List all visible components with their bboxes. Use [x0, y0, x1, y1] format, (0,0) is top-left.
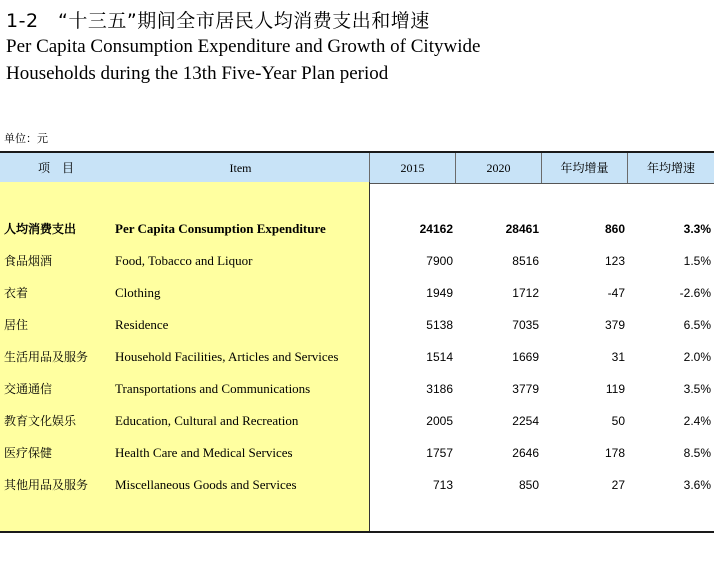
row-label-en: Food, Tobacco and Liquor [115, 253, 253, 268]
table-header [0, 151, 714, 184]
row-label-cn: 人均消费支出 [4, 222, 77, 236]
header-item-en: Item [229, 161, 252, 175]
header-2015: 2015 [400, 161, 425, 175]
cell-2020: 2254 [512, 414, 539, 428]
unit-label: 单位：元 [4, 132, 48, 145]
row-label-en: Per Capita Consumption Expenditure [115, 221, 326, 236]
row-label-cn: 交通通信 [4, 382, 53, 396]
cell-2020: 8516 [512, 254, 539, 268]
cell-avg-growth: 3.6% [683, 478, 711, 492]
table-row [0, 245, 714, 277]
table-bottom-rule [0, 531, 714, 533]
cell-2015: 1514 [426, 350, 453, 364]
cell-avg-increase: 379 [604, 318, 625, 332]
cell-avg-growth: 3.5% [683, 382, 711, 396]
row-label-en: Clothing [115, 285, 161, 300]
cell-2015: 7900 [426, 254, 453, 268]
cell-avg-increase: 50 [611, 414, 625, 428]
cell-2020: 1669 [512, 350, 539, 364]
cell-2015: 1949 [426, 286, 453, 300]
cell-avg-increase: 860 [604, 222, 625, 236]
table-row [0, 405, 714, 437]
table-row-total [0, 213, 714, 245]
cell-2015: 24162 [419, 222, 453, 236]
cell-avg-growth: -2.6% [679, 286, 711, 300]
table-row [0, 309, 714, 341]
cell-2015: 2005 [426, 414, 453, 428]
cell-avg-growth: 1.5% [683, 254, 711, 268]
row-label-en: Health Care and Medical Services [115, 445, 293, 460]
cell-avg-growth: 2.4% [683, 414, 711, 428]
cell-2015: 3186 [426, 382, 453, 396]
cell-avg-increase: 178 [604, 446, 625, 460]
cell-2020: 850 [518, 478, 539, 492]
row-label-en: Household Facilities, Articles and Services [115, 349, 339, 364]
table-row [0, 277, 714, 309]
row-label-cn: 医疗保健 [4, 446, 53, 460]
cell-2020: 7035 [512, 318, 539, 332]
cell-avg-increase: 123 [604, 254, 625, 268]
cell-avg-growth: 6.5% [683, 318, 711, 332]
table-title-en-line1: Per Capita Consumption Expenditure and Growth of Citywide [6, 36, 481, 57]
cell-2020: 2646 [512, 446, 539, 460]
row-label-en: Transportations and Communications [115, 381, 311, 396]
table-row [0, 373, 714, 405]
cell-2015: 713 [432, 478, 453, 492]
header-item-cn: 项 目 [37, 161, 74, 175]
row-label-cn: 居住 [4, 318, 29, 332]
cell-avg-growth: 2.0% [683, 350, 711, 364]
table-row [0, 341, 714, 373]
cell-avg-growth: 3.3% [683, 222, 711, 236]
row-label-en: Residence [115, 317, 169, 332]
cell-2020: 3779 [512, 382, 539, 396]
cell-avg-increase: 27 [611, 478, 625, 492]
cell-avg-increase: 31 [611, 350, 625, 364]
cell-avg-growth: 8.5% [683, 446, 711, 460]
cell-avg-increase: -47 [607, 286, 625, 300]
header-avg-growth: 年均增速 [646, 161, 695, 175]
row-label-cn: 食品烟酒 [4, 254, 53, 268]
cell-2015: 5138 [426, 318, 453, 332]
cell-2020: 1712 [512, 286, 539, 300]
header-avg-increase: 年均增量 [560, 161, 609, 175]
table-row [0, 469, 714, 501]
row-label-cn: 生活用品及服务 [4, 350, 89, 364]
row-label-cn: 衣着 [4, 286, 29, 300]
table-title-en-line2: Households during the 13th Five-Year Plan period [6, 63, 389, 84]
cell-2015: 1757 [426, 446, 453, 460]
cell-2020: 28461 [505, 222, 539, 236]
cell-avg-increase: 119 [605, 382, 625, 396]
row-label-en: Miscellaneous Goods and Services [115, 477, 297, 492]
row-label-cn: 其他用品及服务 [4, 478, 89, 492]
row-label-en: Education, Cultural and Recreation [115, 413, 299, 428]
row-label-cn: 教育文化娱乐 [4, 414, 77, 428]
table-title-cn: 1-2 “十三五”期间全市居民人均消费支出和增速 [6, 10, 430, 32]
header-2020: 2020 [486, 161, 511, 175]
table-row [0, 437, 714, 469]
